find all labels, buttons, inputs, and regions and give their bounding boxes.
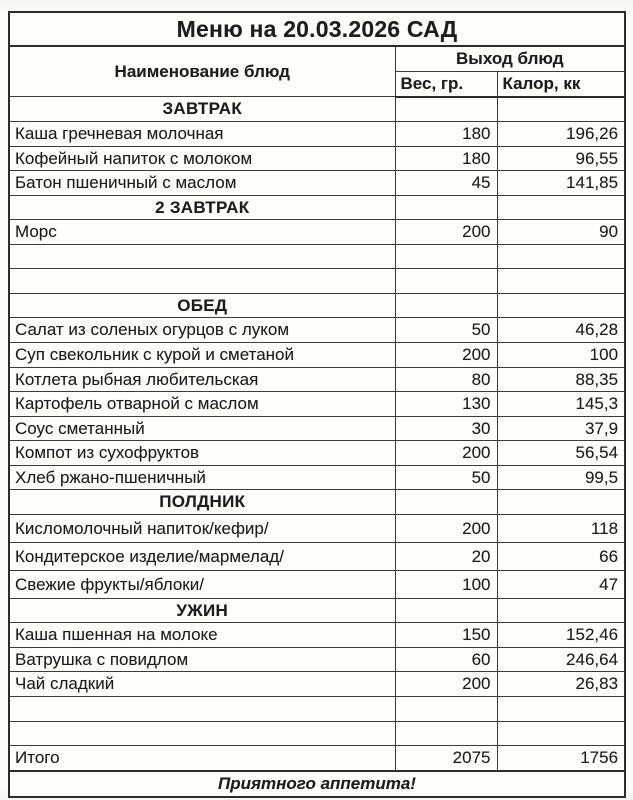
empty-calories-cell — [497, 269, 625, 294]
empty-row — [9, 269, 625, 294]
calories-cell: 96,55 — [497, 146, 625, 171]
section-row — [9, 195, 625, 220]
empty-name-cell — [9, 244, 395, 269]
total-label: Итого — [9, 746, 395, 771]
weight-cell: 180 — [395, 122, 497, 147]
calories-cell: 145,3 — [497, 392, 625, 417]
dish-name-cell: Чай сладкий — [9, 672, 395, 697]
calories-cell — [497, 97, 625, 122]
menu-table-footer — [9, 771, 625, 797]
menu-table — [8, 11, 626, 798]
empty-weight-cell — [395, 721, 497, 746]
dish-row — [9, 318, 625, 343]
calories-cell: 66 — [497, 542, 625, 570]
dish-name-cell: Ватрушка с повидлом — [9, 647, 395, 672]
dish-row — [9, 623, 625, 648]
calories-cell: 37,9 — [497, 416, 625, 441]
dish-row — [9, 392, 625, 417]
dish-name-cell: Хлеб ржано-пшеничный — [9, 465, 395, 490]
dish-row — [9, 122, 625, 147]
section-title: ПОЛДНИК — [9, 490, 395, 515]
weight-cell: 150 — [395, 623, 497, 648]
dish-row — [9, 514, 625, 542]
dish-name-cell: Батон пшеничный с маслом — [9, 171, 395, 196]
section-row — [9, 97, 625, 122]
dish-row — [9, 146, 625, 171]
weight-cell: 200 — [395, 343, 497, 368]
total-row — [9, 746, 625, 771]
dish-row — [9, 570, 625, 598]
empty-calories-cell — [497, 697, 625, 722]
section-title: УЖИН — [9, 598, 395, 623]
weight-cell: 200 — [395, 220, 497, 245]
calories-cell: 26,83 — [497, 672, 625, 697]
weight-cell: 200 — [395, 514, 497, 542]
footer-row — [9, 771, 625, 797]
dish-name-cell: Свежие фрукты/яблоки/ — [9, 570, 395, 598]
calories-cell — [497, 195, 625, 220]
calories-cell: 141,85 — [497, 171, 625, 196]
section-title: ОБЕД — [9, 293, 395, 318]
dish-row — [9, 647, 625, 672]
calories-cell — [497, 293, 625, 318]
title-row — [9, 12, 625, 46]
empty-calories-cell — [497, 244, 625, 269]
dish-name-cell: Картофель отварной с маслом — [9, 392, 395, 417]
weight-cell — [395, 195, 497, 220]
footer-message: Приятного аппетита! — [9, 771, 625, 797]
dish-row — [9, 441, 625, 466]
weight-cell: 100 — [395, 570, 497, 598]
weight-cell: 180 — [395, 146, 497, 171]
section-row — [9, 490, 625, 515]
calories-cell: 88,35 — [497, 367, 625, 392]
weight-cell — [395, 490, 497, 515]
dish-name-cell: Салат из соленых огурцов с луком — [9, 318, 395, 343]
dish-name-cell: Морс — [9, 220, 395, 245]
calories-cell: 1756 — [497, 746, 625, 771]
calories-cell: 56,54 — [497, 441, 625, 466]
section-title: 2 ЗАВТРАК — [9, 195, 395, 220]
section-title: ЗАВТРАК — [9, 97, 395, 122]
dish-name-cell: Компот из сухофруктов — [9, 441, 395, 466]
empty-row — [9, 244, 625, 269]
page-title: Меню на 20.03.2026 САД — [9, 12, 625, 46]
column-header-weight: Вес, гр. — [395, 71, 497, 96]
weight-cell: 30 — [395, 416, 497, 441]
empty-calories-cell — [497, 721, 625, 746]
calories-cell: 99,5 — [497, 465, 625, 490]
weight-cell: 45 — [395, 171, 497, 196]
calories-cell: 47 — [497, 570, 625, 598]
column-header-calories: Калор, кк — [497, 71, 625, 96]
dish-row — [9, 672, 625, 697]
empty-row — [9, 697, 625, 722]
menu-table-header — [9, 12, 625, 97]
calories-cell — [497, 598, 625, 623]
section-row — [9, 598, 625, 623]
weight-cell: 130 — [395, 392, 497, 417]
weight-cell: 200 — [395, 672, 497, 697]
dish-row — [9, 220, 625, 245]
empty-name-cell — [9, 269, 395, 294]
dish-name-cell: Каша пшенная на молоке — [9, 623, 395, 648]
dish-row — [9, 367, 625, 392]
calories-cell: 246,64 — [497, 647, 625, 672]
weight-cell: 50 — [395, 465, 497, 490]
weight-cell: 200 — [395, 441, 497, 466]
weight-cell — [395, 598, 497, 623]
dish-name-cell: Суп свекольник с курой и сметаной — [9, 343, 395, 368]
weight-cell: 2075 — [395, 746, 497, 771]
dish-name-cell: Кофейный напиток с молоком — [9, 146, 395, 171]
dish-name-cell: Каша гречневая молочная — [9, 122, 395, 147]
header-row-group — [9, 46, 625, 71]
empty-name-cell — [9, 721, 395, 746]
column-header-dish-name: Наименование блюд — [9, 46, 395, 96]
calories-cell: 90 — [497, 220, 625, 245]
calories-cell: 152,46 — [497, 623, 625, 648]
column-header-output-group: Выход блюд — [395, 46, 625, 71]
empty-weight-cell — [395, 697, 497, 722]
calories-cell: 118 — [497, 514, 625, 542]
dish-row — [9, 171, 625, 196]
weight-cell — [395, 293, 497, 318]
section-row — [9, 293, 625, 318]
empty-weight-cell — [395, 269, 497, 294]
dish-name-cell: Кисломолочный напиток/кефир/ — [9, 514, 395, 542]
dish-row — [9, 416, 625, 441]
dish-name-cell: Кондитерское изделие/мармелад/ — [9, 542, 395, 570]
weight-cell: 50 — [395, 318, 497, 343]
weight-cell — [395, 97, 497, 122]
empty-name-cell — [9, 697, 395, 722]
weight-cell: 80 — [395, 367, 497, 392]
weight-cell: 60 — [395, 647, 497, 672]
empty-row — [9, 721, 625, 746]
dish-name-cell: Соус сметанный — [9, 416, 395, 441]
calories-cell: 196,26 — [497, 122, 625, 147]
dish-row — [9, 465, 625, 490]
empty-weight-cell — [395, 244, 497, 269]
calories-cell — [497, 490, 625, 515]
calories-cell: 46,28 — [497, 318, 625, 343]
weight-cell: 20 — [395, 542, 497, 570]
dish-row — [9, 343, 625, 368]
dish-row — [9, 542, 625, 570]
calories-cell: 100 — [497, 343, 625, 368]
dish-name-cell: Котлета рыбная любительская — [9, 367, 395, 392]
menu-rows — [9, 97, 625, 771]
